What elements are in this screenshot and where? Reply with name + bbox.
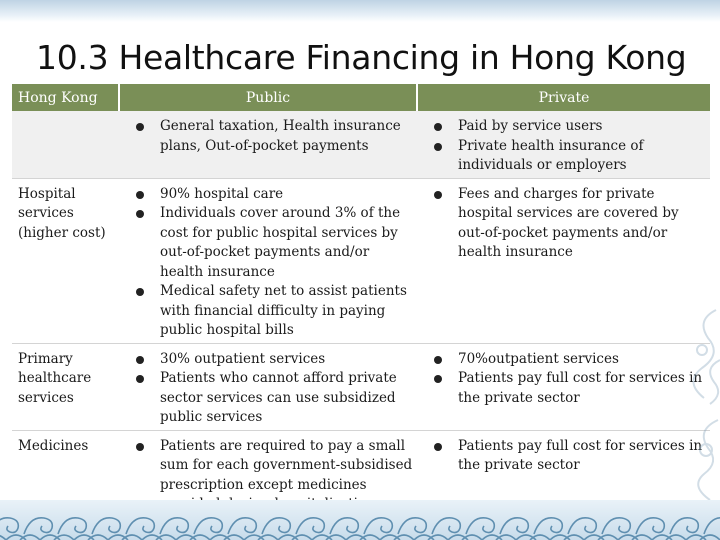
private-cell — [418, 111, 710, 179]
list-item: 30% outpatient services — [126, 350, 414, 370]
list-item: Private health insurance of individuals or employers — [424, 137, 706, 176]
public-cell — [120, 344, 418, 431]
financing-table — [12, 84, 710, 518]
list-item: Patients are required to pay a small sum for each government-subsidised prescription except medicines — [126, 437, 414, 515]
table-row-hospital — [12, 179, 710, 344]
header-public: Public — [120, 84, 418, 111]
side-cloud-decoration — [676, 300, 720, 520]
wave-border-decoration — [0, 500, 720, 540]
row-label: Medicines — [12, 431, 120, 518]
table-row-funding — [12, 111, 710, 179]
list-item: Paid by service users — [424, 117, 706, 137]
private-cell — [418, 179, 710, 344]
header-private: Private — [418, 84, 710, 111]
list-item: Patients pay full cost for services in the private sector — [424, 369, 706, 408]
list-item: Fees and charges for private hospital services are covered by out-of-pocket payments and/or health insurance — [424, 185, 706, 263]
private-cell — [418, 344, 710, 431]
slide-title: 10.3 Healthcare Financing in Hong Kong — [36, 38, 687, 77]
header-hong-kong: Hong Kong — [12, 84, 120, 111]
row-label — [12, 111, 120, 179]
list-item: Patients pay full cost for services in the private sector — [424, 437, 706, 476]
list-item: Individuals cover around 3% of the cost for public hospital services by out-of-pocket payments and/or health insurance — [126, 204, 414, 282]
table-header-row — [12, 84, 710, 111]
row-label: Primary healthcare services — [12, 344, 120, 431]
list-item: Patients who cannot afford private sector services can use subsidized public services — [126, 369, 414, 428]
public-cell — [120, 179, 418, 344]
list-item: Medical safety net to assist patients with financial difficulty in paying public hospital bills — [126, 282, 414, 341]
top-gradient-band — [0, 0, 720, 22]
row-label: Hospital services (higher cost) — [12, 179, 120, 344]
table-row-primary — [12, 344, 710, 431]
list-item: General taxation, Health insurance plans, Out-of-pocket payments — [126, 117, 414, 156]
list-item: 70%outpatient services — [424, 350, 706, 370]
list-item: 90% hospital care — [126, 185, 414, 205]
public-cell — [120, 111, 418, 179]
